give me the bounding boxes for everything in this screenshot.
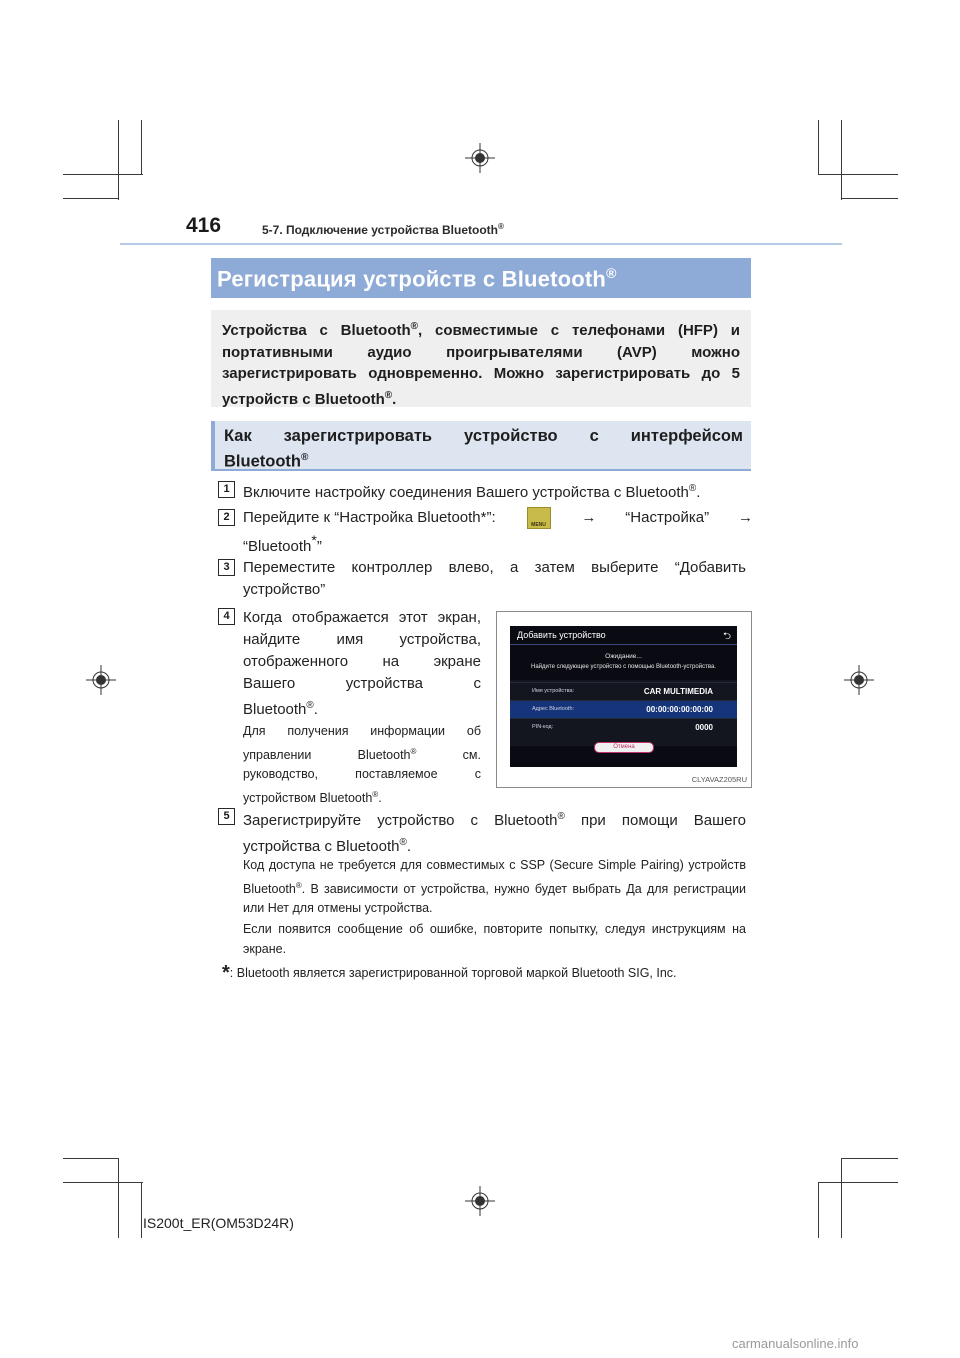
device-name-row: Имя устройства: CAR MULTIMEDIA — [510, 682, 737, 701]
step-note: Если появится сообщение об ошибке, повторите попытку, следуя инструкциям на экране. — [243, 922, 746, 956]
step-text: Включите настройку соединения Вашего устройства с Bluetooth®. — [243, 483, 701, 501]
watermark: carmanualsonline.info — [732, 1336, 859, 1351]
header-rule — [120, 243, 842, 245]
step-number: 5 — [218, 808, 235, 825]
step-text: Зарегистрируйте устройство с Bluetooth® при помощи Вашего устройства с Bluetooth®. — [243, 811, 746, 855]
step-number: 2 — [218, 509, 235, 526]
cancel-button[interactable]: Отмена — [594, 742, 654, 753]
waiting-text: Ожидание... — [605, 653, 642, 660]
step-number: 3 — [218, 559, 235, 576]
arrow-icon: → — [581, 509, 597, 526]
registration-mark-icon — [86, 665, 116, 695]
document-code: IS200t_ER(OM53D24R) — [143, 1215, 294, 1231]
step-note: Для получения информации об управлении Bluetooth® см. руководство, поставляемое с устройством Bluetooth®. — [243, 724, 482, 805]
registration-mark-icon — [844, 665, 874, 695]
page-number: 416 — [186, 214, 222, 237]
step-number: 4 — [218, 608, 235, 625]
arrow-icon: → — [738, 509, 753, 526]
registration-mark-icon — [465, 143, 495, 173]
pin-code-row: PIN-код: 0000 — [510, 718, 737, 737]
footnote: *: Bluetooth является зарегистрированной торговой маркой Bluetooth SIG, Inc. — [222, 962, 677, 984]
screen-title: Добавить устройство — [517, 630, 606, 640]
figure-code: CLYAVAZ205RU — [691, 775, 747, 784]
add-device-screen — [510, 626, 737, 767]
registration-mark-icon — [465, 1186, 495, 1216]
step-text: Переместите контроллер влево, а затем выберите “Добавить устройство” — [243, 559, 746, 598]
intro-box: Устройства с Bluetooth®, совместимые с телефонами (HFP) и портативными аудио проигрывателями (AVP) можно зарегистрировать одновременно. Можно зарегистрировать до 5 устройств с Bluetooth®. — [211, 310, 751, 407]
running-header: 5-7. Подключение устройства Bluetooth® — [262, 222, 504, 237]
section-title: Регистрация устройств с Bluetooth® — [211, 258, 751, 298]
step-note: Код доступа не требуется для совместимых с SSP (Secure Simple Pairing) устройств Bluetooth®. В зависимости от устройства, нужно будет выбрать Да для регистрации или Нет для отмены устройства. — [243, 858, 746, 916]
bluetooth-address-row: Адрес Bluetooth: 00:00:00:00:00:00 — [510, 700, 737, 719]
menu-button-icon: MENU — [527, 507, 551, 529]
step-number: 1 — [218, 481, 235, 498]
device-info-panel — [510, 680, 737, 746]
return-icon[interactable]: ⮌ — [722, 631, 731, 642]
instruction-text: Найдите следующее устройство с помощью Bluetooth-устройства. — [531, 664, 716, 670]
step-text: Перейдите к “Настройка Bluetooth*”: MENU → “Настройка” → “Bluetooth*” — [243, 509, 753, 555]
screen-figure — [496, 611, 752, 788]
subsection-heading: Как зарегистрировать устройство с интерфейсом Bluetooth® — [211, 421, 751, 471]
step-text: Когда отображается этот экран, найдите имя устройства, отображенного на экране Вашего устройства с Bluetooth®. — [243, 609, 481, 718]
